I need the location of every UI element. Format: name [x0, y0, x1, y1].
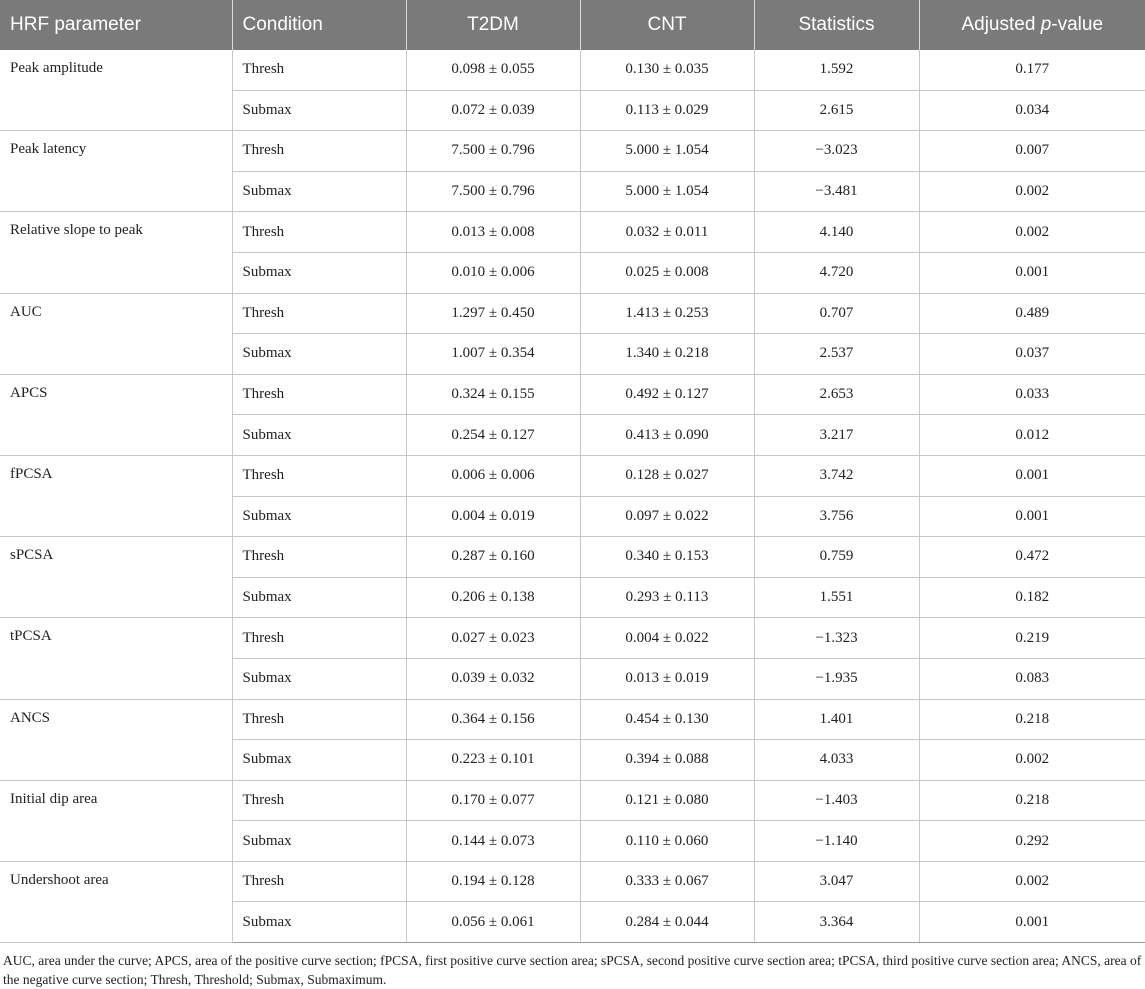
cnt-cell: 0.013 ± 0.019: [580, 658, 754, 699]
adjusted-p-cell: 0.002: [919, 212, 1145, 253]
cnt-cell: 0.293 ± 0.113: [580, 577, 754, 618]
header-adjusted-p-value: [919, 0, 1145, 50]
adjusted-p-cell: 0.219: [919, 618, 1145, 659]
t2dm-cell: 7.500 ± 0.796: [406, 131, 580, 172]
condition-cell: Submax: [232, 252, 406, 293]
cnt-cell: 0.284 ± 0.044: [580, 902, 754, 943]
statistics-cell: −1.935: [754, 658, 919, 699]
condition-cell: Thresh: [232, 861, 406, 902]
cnt-cell: 0.340 ± 0.153: [580, 537, 754, 578]
header-cnt: CNT: [580, 0, 754, 50]
condition-cell: Submax: [232, 740, 406, 781]
t2dm-cell: 0.013 ± 0.008: [406, 212, 580, 253]
adjusted-p-cell: 0.001: [919, 252, 1145, 293]
statistics-cell: 3.217: [754, 415, 919, 456]
param-cell: sPCSA: [0, 537, 232, 618]
param-cell: tPCSA: [0, 618, 232, 699]
header-adjusted-prefix: Adjusted: [961, 14, 1041, 35]
t2dm-cell: 1.297 ± 0.450: [406, 293, 580, 334]
t2dm-cell: 0.324 ± 0.155: [406, 374, 580, 415]
cnt-cell: 1.340 ± 0.218: [580, 334, 754, 375]
header-hrf-parameter: HRF parameter: [0, 0, 232, 50]
statistics-cell: 3.047: [754, 861, 919, 902]
table-footnote: AUC, area under the curve; APCS, area of the positive curve section; fPCSA, first positive curve section area; sPCSA, second positive curve section area; tPCSA, third positive curve section area; ANCS, area of the negative curve section; Thresh, Threshold; Submax, Submaximum.: [3, 953, 1142, 988]
statistics-cell: 0.759: [754, 537, 919, 578]
condition-cell: Thresh: [232, 618, 406, 659]
statistics-cell: −1.323: [754, 618, 919, 659]
param-cell: Relative slope to peak: [0, 212, 232, 293]
t2dm-cell: 0.206 ± 0.138: [406, 577, 580, 618]
t2dm-cell: 0.254 ± 0.127: [406, 415, 580, 456]
cnt-cell: 0.004 ± 0.022: [580, 618, 754, 659]
cnt-cell: 0.413 ± 0.090: [580, 415, 754, 456]
cnt-cell: 0.113 ± 0.029: [580, 90, 754, 131]
condition-cell: Submax: [232, 334, 406, 375]
param-cell: AUC: [0, 293, 232, 374]
condition-cell: Thresh: [232, 293, 406, 334]
adjusted-p-cell: 0.002: [919, 861, 1145, 902]
condition-cell: Thresh: [232, 50, 406, 90]
param-cell: Undershoot area: [0, 861, 232, 942]
table-row: [0, 861, 1145, 902]
t2dm-cell: 7.500 ± 0.796: [406, 171, 580, 212]
adjusted-p-cell: 0.083: [919, 658, 1145, 699]
adjusted-p-cell: 0.182: [919, 577, 1145, 618]
statistics-cell: 3.756: [754, 496, 919, 537]
statistics-cell: 4.140: [754, 212, 919, 253]
statistics-cell: 2.537: [754, 334, 919, 375]
adjusted-p-cell: 0.037: [919, 334, 1145, 375]
cnt-cell: 0.454 ± 0.130: [580, 699, 754, 740]
t2dm-cell: 0.364 ± 0.156: [406, 699, 580, 740]
param-cell: ANCS: [0, 699, 232, 780]
t2dm-cell: 0.010 ± 0.006: [406, 252, 580, 293]
condition-cell: Thresh: [232, 374, 406, 415]
t2dm-cell: 0.056 ± 0.061: [406, 902, 580, 943]
cnt-cell: 0.097 ± 0.022: [580, 496, 754, 537]
param-cell: Initial dip area: [0, 780, 232, 861]
condition-cell: Submax: [232, 658, 406, 699]
statistics-cell: 3.742: [754, 455, 919, 496]
t2dm-cell: 1.007 ± 0.354: [406, 334, 580, 375]
condition-cell: Submax: [232, 496, 406, 537]
table-row: [0, 699, 1145, 740]
cnt-cell: 0.492 ± 0.127: [580, 374, 754, 415]
cnt-cell: 0.333 ± 0.067: [580, 861, 754, 902]
table-row: [0, 537, 1145, 578]
param-cell: Peak latency: [0, 131, 232, 212]
statistics-cell: −3.023: [754, 131, 919, 172]
header-adjusted-p: p: [1040, 14, 1052, 35]
table-row: [0, 293, 1145, 334]
t2dm-cell: 0.194 ± 0.128: [406, 861, 580, 902]
adjusted-p-cell: 0.292: [919, 821, 1145, 862]
t2dm-cell: 0.027 ± 0.023: [406, 618, 580, 659]
header-adjusted-suffix: -value: [1051, 14, 1104, 35]
header-t2dm: T2DM: [406, 0, 580, 50]
statistics-cell: 3.364: [754, 902, 919, 943]
cnt-cell: 0.394 ± 0.088: [580, 740, 754, 781]
t2dm-cell: 0.170 ± 0.077: [406, 780, 580, 821]
t2dm-cell: 0.072 ± 0.039: [406, 90, 580, 131]
t2dm-cell: 0.006 ± 0.006: [406, 455, 580, 496]
statistics-cell: 0.707: [754, 293, 919, 334]
t2dm-cell: 0.144 ± 0.073: [406, 821, 580, 862]
condition-cell: Thresh: [232, 537, 406, 578]
adjusted-p-cell: 0.001: [919, 455, 1145, 496]
table-row: [0, 212, 1145, 253]
t2dm-cell: 0.223 ± 0.101: [406, 740, 580, 781]
table-row: [0, 374, 1145, 415]
header-statistics: Statistics: [754, 0, 919, 50]
condition-cell: Thresh: [232, 131, 406, 172]
adjusted-p-cell: 0.002: [919, 171, 1145, 212]
t2dm-cell: 0.004 ± 0.019: [406, 496, 580, 537]
table-header: [0, 0, 1145, 50]
cnt-cell: 5.000 ± 1.054: [580, 131, 754, 172]
adjusted-p-cell: 0.489: [919, 293, 1145, 334]
cnt-cell: 1.413 ± 0.253: [580, 293, 754, 334]
t2dm-cell: 0.039 ± 0.032: [406, 658, 580, 699]
condition-cell: Thresh: [232, 212, 406, 253]
statistics-cell: 2.615: [754, 90, 919, 131]
adjusted-p-cell: 0.218: [919, 699, 1145, 740]
adjusted-p-cell: 0.001: [919, 496, 1145, 537]
param-cell: APCS: [0, 374, 232, 455]
adjusted-p-cell: 0.007: [919, 131, 1145, 172]
t2dm-cell: 0.098 ± 0.055: [406, 50, 580, 90]
param-cell: fPCSA: [0, 455, 232, 536]
statistics-cell: −3.481: [754, 171, 919, 212]
condition-cell: Thresh: [232, 780, 406, 821]
condition-cell: Submax: [232, 902, 406, 943]
cnt-cell: 0.121 ± 0.080: [580, 780, 754, 821]
table-row: [0, 50, 1145, 90]
statistics-cell: 1.401: [754, 699, 919, 740]
condition-cell: Submax: [232, 171, 406, 212]
param-cell: Peak amplitude: [0, 50, 232, 131]
statistics-cell: −1.403: [754, 780, 919, 821]
adjusted-p-cell: 0.033: [919, 374, 1145, 415]
condition-cell: Thresh: [232, 699, 406, 740]
adjusted-p-cell: 0.177: [919, 50, 1145, 90]
table-row: [0, 131, 1145, 172]
adjusted-p-cell: 0.001: [919, 902, 1145, 943]
adjusted-p-cell: 0.002: [919, 740, 1145, 781]
cnt-cell: 0.025 ± 0.008: [580, 252, 754, 293]
cnt-cell: 0.110 ± 0.060: [580, 821, 754, 862]
statistics-cell: 1.592: [754, 50, 919, 90]
adjusted-p-cell: 0.472: [919, 537, 1145, 578]
table-row: [0, 780, 1145, 821]
condition-cell: Thresh: [232, 455, 406, 496]
condition-cell: Submax: [232, 415, 406, 456]
table-row: [0, 618, 1145, 659]
adjusted-p-cell: 0.012: [919, 415, 1145, 456]
t2dm-cell: 0.287 ± 0.160: [406, 537, 580, 578]
header-row: [0, 0, 1145, 50]
table-row: [0, 455, 1145, 496]
cnt-cell: 0.130 ± 0.035: [580, 50, 754, 90]
statistics-cell: 2.653: [754, 374, 919, 415]
cnt-cell: 5.000 ± 1.054: [580, 171, 754, 212]
adjusted-p-cell: 0.034: [919, 90, 1145, 131]
cnt-cell: 0.128 ± 0.027: [580, 455, 754, 496]
adjusted-p-cell: 0.218: [919, 780, 1145, 821]
cnt-cell: 0.032 ± 0.011: [580, 212, 754, 253]
statistics-cell: 4.033: [754, 740, 919, 781]
condition-cell: Submax: [232, 90, 406, 131]
statistics-cell: 4.720: [754, 252, 919, 293]
header-condition: Condition: [232, 0, 406, 50]
statistics-cell: −1.140: [754, 821, 919, 862]
condition-cell: Submax: [232, 821, 406, 862]
statistics-cell: 1.551: [754, 577, 919, 618]
table-body: [0, 50, 1145, 943]
condition-cell: Submax: [232, 577, 406, 618]
